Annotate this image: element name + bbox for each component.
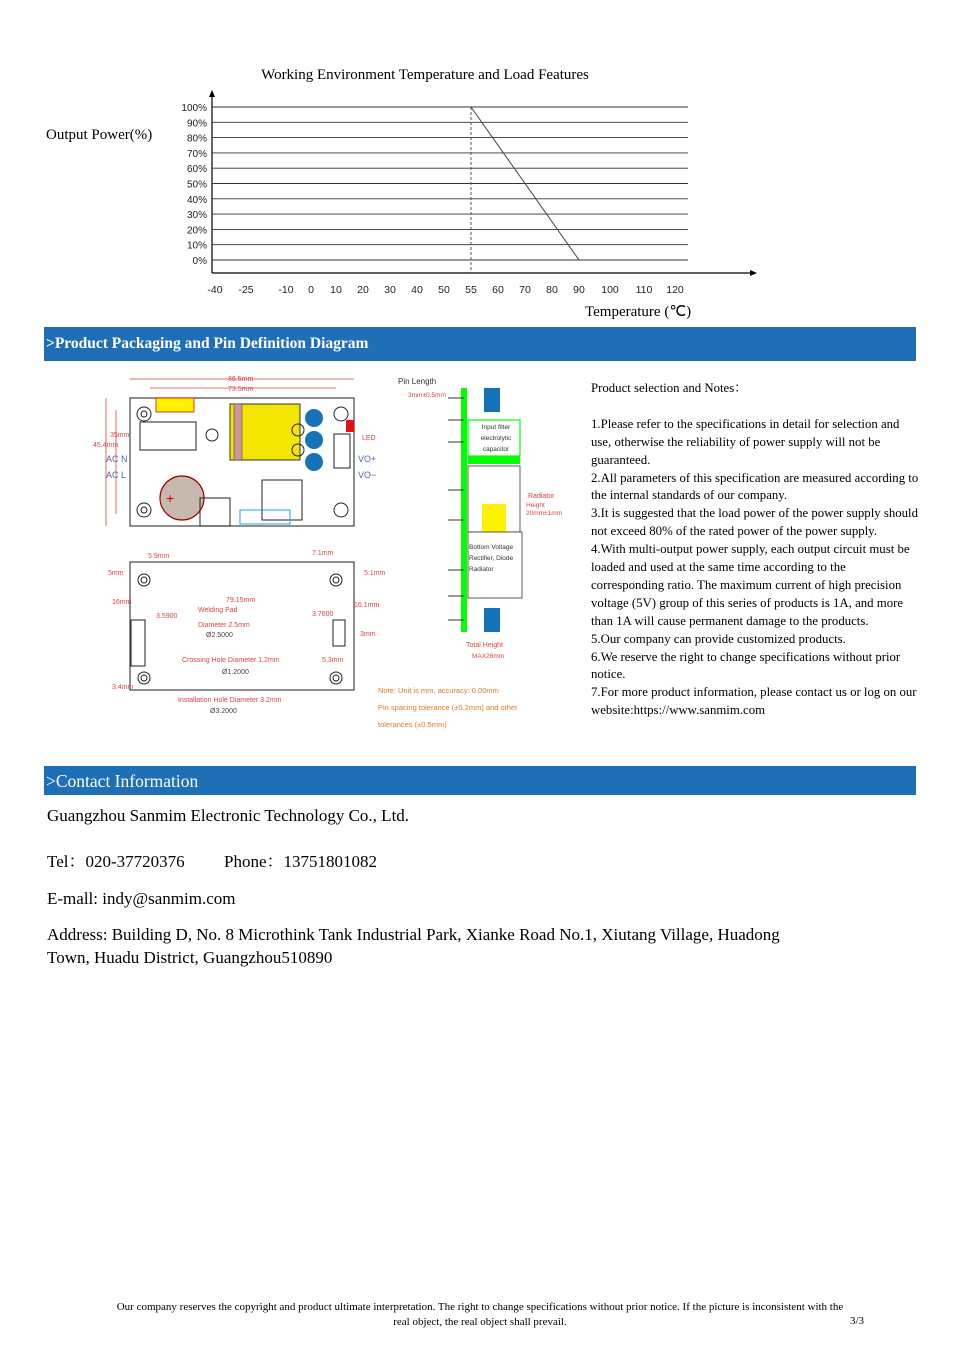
section-title-packaging: >Product Packaging and Pin Definition Diagram [46, 335, 369, 352]
contact-email[interactable]: E-mall: indy@sanmim.com [47, 889, 236, 908]
y-tick-label: 100% [181, 103, 207, 114]
x-tick-label: -40 [207, 284, 223, 296]
x-tick-label: 80 [546, 284, 558, 296]
derating-chart [160, 88, 770, 298]
pin-ac-n: AC N [106, 454, 128, 464]
y-axis-arrow [209, 90, 215, 97]
contact-phone: Phone：13751801082 [224, 852, 377, 871]
dim-5-1: 5.1mm [364, 570, 386, 577]
dim-5: 5mm [108, 570, 124, 577]
contact-address-line2: Town, Huadu District, Guangzhou510890 [47, 948, 333, 967]
y-tick-label: 40% [186, 194, 207, 206]
note-item: 5.Our company can provide customized products. [591, 631, 846, 646]
footer [0, 1300, 960, 1330]
label-total-height-value: MAX26mm [472, 653, 505, 660]
x-tick-label: 70 [519, 284, 531, 296]
dim-16-1: 16.1mm [354, 602, 380, 609]
pin-definition-diagram [93, 370, 570, 745]
y-tick-label: 20% [186, 225, 207, 237]
x-tick-label: 100 [601, 284, 619, 296]
label-total-height: Total Height [466, 642, 503, 649]
y-tick-label: 90% [186, 118, 207, 130]
section-bar-packaging [44, 327, 916, 361]
label-install-hole: Installation Hole Diameter 3.2mm [178, 697, 282, 704]
notes-panel [591, 380, 919, 720]
label-pin-length: Pin Length [398, 377, 437, 386]
y-tick-label: 10% [186, 240, 207, 252]
x-tick-label: 10 [330, 284, 342, 296]
note-item: 7.For more product information, please contact us or log on our website:https://www.sanmim.com [591, 685, 917, 718]
dim-3: 3mm [360, 631, 376, 638]
diagram-note-1: Note: Unit is mm, accuracy: 0.00mm [378, 686, 499, 695]
dim-width-inner: 73.5mm [228, 386, 254, 393]
x-tick-label: 60 [492, 284, 504, 296]
notes-heading: Product selection and Notes： [591, 381, 748, 395]
dim-79-15: 79.15mm [226, 597, 256, 604]
label-radiator: Radiator [528, 493, 555, 500]
label-bottom-voltage: Bottom Voltage Rectifier, Diode Radiator [469, 544, 514, 573]
dim-3-76: 3.7600 [312, 611, 334, 618]
contact-address-line1: Address: Building D, No. 8 Microthink Tank Industrial Park, Xianke Road No.1, Xiutang Village, Huadong [47, 925, 780, 944]
note-item: 2.All parameters of this specification are measured according to the internal standards of our company. [591, 470, 919, 503]
dim-height-inner: 35mm [110, 432, 130, 439]
label-input-filter: Input filter electrolytic capacitor [480, 424, 512, 453]
y-tick-label: 50% [186, 179, 207, 191]
x-tick-label: -25 [238, 284, 254, 296]
board-top-view [130, 398, 354, 526]
label-crossing-value: Ø1.2000 [222, 669, 249, 676]
note-item: 6.We reserve the right to change specifications without prior notice. [591, 649, 901, 682]
note-item: 4.With multi-output power supply, each output circuit must be loaded and used at the same time according to the corresponding ratio. The maximum current of high precision voltage (5V) group of this series of products is 1A, and more than 1A will cause permanent damage to the products. [591, 542, 910, 628]
y-tick-label: 70% [186, 148, 207, 160]
x-tick-label: -10 [278, 284, 294, 296]
chart-title: Working Environment Temperature and Load Features [261, 67, 589, 83]
x-tick-label: 50 [438, 284, 450, 296]
x-tick-label: 30 [384, 284, 396, 296]
label-welding-diameter: Diameter 2.5mm [198, 622, 250, 629]
company-name: Guangzhou Sanmim Electronic Technology Co., Ltd. [47, 806, 410, 825]
note-item: 1.Please refer to the specifications in detail for selection and use, otherwise the reliability of power supply will not be guaranteed. [591, 416, 900, 467]
page-number: 3/3 [850, 1315, 865, 1327]
diagram-note-3: tolerances (±0.5mm) [378, 720, 447, 729]
label-install-value: Ø3.2000 [210, 708, 237, 715]
x-tick-label: 90 [573, 284, 585, 296]
dim-5-3: 5.3mm [322, 657, 344, 664]
pin-vo-plus: VO+ [358, 454, 377, 464]
chart-x-label: Temperature (℃) [585, 304, 692, 320]
label-crossing-hole: Crossing Hole Diameter 1.2mm [182, 657, 280, 664]
contact-tel: Tel：020-37720376 [47, 852, 185, 871]
x-tick-label: 110 [635, 284, 653, 296]
chart-y-label: Output Power(%) [46, 127, 153, 143]
x-axis-arrow [750, 270, 757, 276]
y-tick-label: 30% [186, 210, 207, 222]
x-tick-label: 120 [666, 284, 684, 296]
dim-height-outer: 45.4mm [93, 442, 119, 449]
y-tick-label: 80% [186, 133, 207, 145]
section-bar-contact [44, 766, 916, 795]
dim-3-4: 3.4mm [112, 684, 134, 691]
label-led: LED [362, 435, 376, 442]
svg-text:+: + [166, 490, 175, 506]
diagram-note-2: Pin spacing tolerance (±0.2mm) and other [378, 703, 518, 712]
y-tick-label: 60% [186, 164, 207, 176]
x-tick-label: 0 [308, 284, 314, 296]
footer-line-1: Our company reserves the copyright and product ultimate interpretation. The right to change specifications without prior notice. If the picture is inconsistent with the [116, 1301, 844, 1313]
dim-5-9: 5.9mm [148, 553, 170, 560]
label-radiator-height: Height 20mm±1mm [526, 502, 563, 517]
note-item: 3.It is suggested that the load power of the power supply should not exceed 80% of the rated power of the power supply. [591, 506, 918, 539]
label-pin-length-value: 3mm±0.5mm [408, 392, 446, 399]
section-title-contact: >Contact Information [46, 771, 199, 791]
dim-width-outer: 86.5mm [228, 376, 254, 383]
label-welding-value: Ø2.5000 [206, 632, 233, 639]
dim-7-1: 7.1mm [312, 550, 334, 557]
x-tick-label: 20 [357, 284, 369, 296]
x-tick-label: 40 [411, 284, 423, 296]
dim-16: 16mm [112, 599, 132, 606]
y-tick-label: 0% [192, 256, 207, 267]
label-welding-pad: Welding Pad [198, 607, 238, 614]
pin-ac-l: AC L [106, 470, 127, 480]
dim-3-59: 3.5900 [156, 613, 178, 620]
pin-vo-minus: VO− [358, 470, 377, 480]
footer-line-2: real object, the real object shall prevail. [393, 1316, 567, 1328]
x-tick-label: 55 [465, 284, 477, 296]
